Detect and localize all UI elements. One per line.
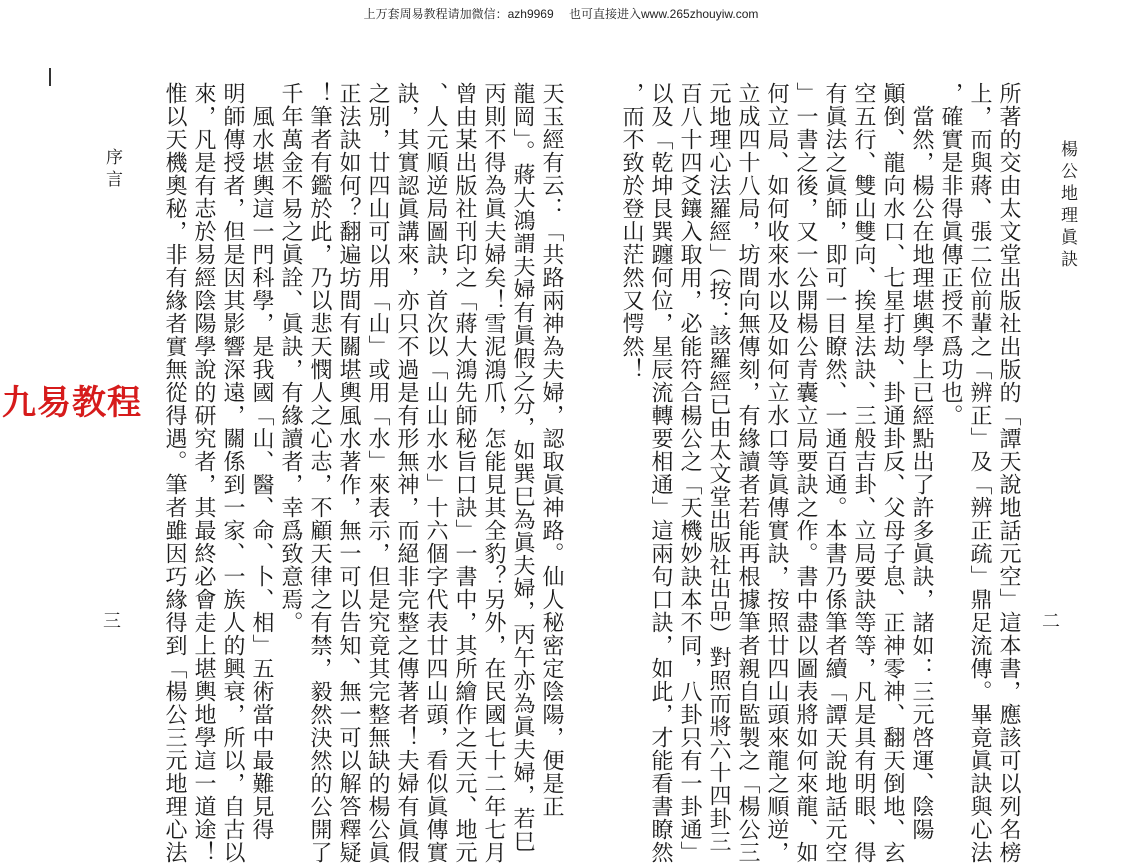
left-page-text-column: 之別，廿四山可以用「山」或用「水」來表示，但是究竟其完整無缺的楊公眞 — [365, 82, 390, 864]
left-page-text-column: 龍岡」。蔣大鴻謂夫婦有眞假之分，如巽巳為眞夫婦，丙午亦為眞夫婦，若巳 — [510, 82, 535, 853]
header-wechat-text: 上万套周易教程请加微信：azh9969 — [363, 7, 554, 21]
right-page-text-column: 上，而與蔣、張二位前輩之「辨正」及「辨正疏」鼎足流傳。畢竟眞訣與心法 — [967, 82, 992, 864]
right-running-title: 楊公地理眞訣 — [1057, 140, 1077, 272]
right-page-text-column: 元地理心法羅經」（按：該羅經已由太文堂出版社出品）對照而將六十四卦三 — [706, 82, 731, 853]
right-page-text-column: 以及「乾坤艮巽躔何位，星辰流轉要相通」這兩句口訣，如此，才能看書瞭然 — [648, 82, 673, 864]
right-page-text-column: 當然，楊公在地理堪輿學上已經點出了許多眞訣，諸如：三元啓運、陰陽 — [909, 82, 934, 841]
left-page-number: 三 — [103, 611, 121, 632]
left-page-text-column: 千年萬金不易之眞詮、眞訣，有緣讀者，幸爲致意焉。 — [278, 82, 303, 634]
right-page-text-column: 」一書之後，又一公開楊公青囊立局要訣之作。書中盡以圖表將如何來龍、如 — [793, 82, 818, 864]
left-page-text-column: 風水堪輿這一門科學，是我國「山、醫、命、卜、相」五術當中最難見得 — [249, 82, 274, 841]
left-page-text-column: 明師傳授者，但是因其影響深遠，關係到一家、一族人的興衰，所以，自古以 — [220, 82, 245, 864]
right-page-text-column: 顚倒、龍向水口、七星打劫、卦通卦反、父母子息、正神零神、翻天倒地、玄 — [880, 82, 905, 864]
right-page-text-column: 有眞法之眞師，即可一目瞭然、一通百通。本書乃係筆者續「譚天說地話元空 — [822, 82, 847, 864]
logo-stamp: 九易教程 — [2, 383, 142, 423]
left-page-text-column: 訣，其實認眞講來，亦只不過是有形無神，而絕非完整之傳著者！夫婦有眞假 — [394, 82, 419, 864]
right-page-text-column: ，確實是非得眞傳正授不爲功也。 — [938, 82, 963, 427]
edge-mark — [49, 68, 51, 86]
right-page-text-column: 百八十四爻鑲入取用，必能符合楊公之「天機妙訣本不同，八卦只有一卦通」 — [677, 82, 702, 864]
right-page-number: 二 — [1042, 611, 1060, 632]
left-page-text-column: 天玉經有云：「共路兩神為夫婦，認取眞神路。仙人秘密定陰陽，便是正 — [539, 82, 564, 818]
left-running-title: 序言 — [102, 148, 122, 192]
right-page-text-column: 何立局、如何收來水以及如何立水口等眞傳實訣，按照廿四山頭來龍之順逆， — [764, 82, 789, 864]
left-page-text — [160, 82, 566, 864]
left-page-text-column: 正法訣如何？翻遍坊間有關堪輿風水著作，無一可以告知、無一可以解答釋疑 — [336, 82, 361, 864]
left-page-text-column: 、人元順逆局圖訣，首次以「山山水水」十六個字代表廿四山頭，看似眞傳實 — [423, 82, 448, 864]
watermark-header — [0, 5, 1122, 22]
right-page-text-column: 空五行、雙山雙向、挨星法訣、三般吉卦、立局要訣等等，凡是具有明眼、得 — [851, 82, 876, 864]
left-page-text-column: 惟以天機奧秘，非有緣者實無從得遇。筆者雖因巧緣得到「楊公三元地理心法 — [162, 82, 187, 864]
left-page-text-column: 曾由某出版社刊印之「蔣大鴻先師秘旨口訣」一書中，其所繪作之天元、地元 — [452, 82, 477, 864]
left-page-text-column: 來，凡是有志於易經陰陽學說的研究者，其最終必會走上堪輿地學這一道途！ — [191, 82, 216, 864]
right-page-text-column: 立成四十八局，坊間向無傳刻，有緣讀者若能再根據筆者親自監製之「楊公三 — [735, 82, 760, 864]
left-page-text-column: 丙則不得為眞夫婦矣！雪泥鴻爪，怎能見其全豹？另外，在民國七十二年七月 — [481, 82, 506, 864]
right-page-text-column: 所著的交由太文堂出版社出版的「譚天說地話元空」這本書，應該可以列名榜 — [996, 82, 1021, 864]
right-page-text-column: ，而不致於登山茫然又愕然！ — [619, 82, 644, 381]
left-page-text-column: ！筆者有鑑於此，乃以悲天憫人之心志，不顧天律之有禁，毅然決然的公開了 — [307, 82, 332, 864]
right-page-text — [617, 82, 1023, 864]
header-website-text: 也可直接进入www.265zhouyiw.com — [569, 7, 759, 21]
